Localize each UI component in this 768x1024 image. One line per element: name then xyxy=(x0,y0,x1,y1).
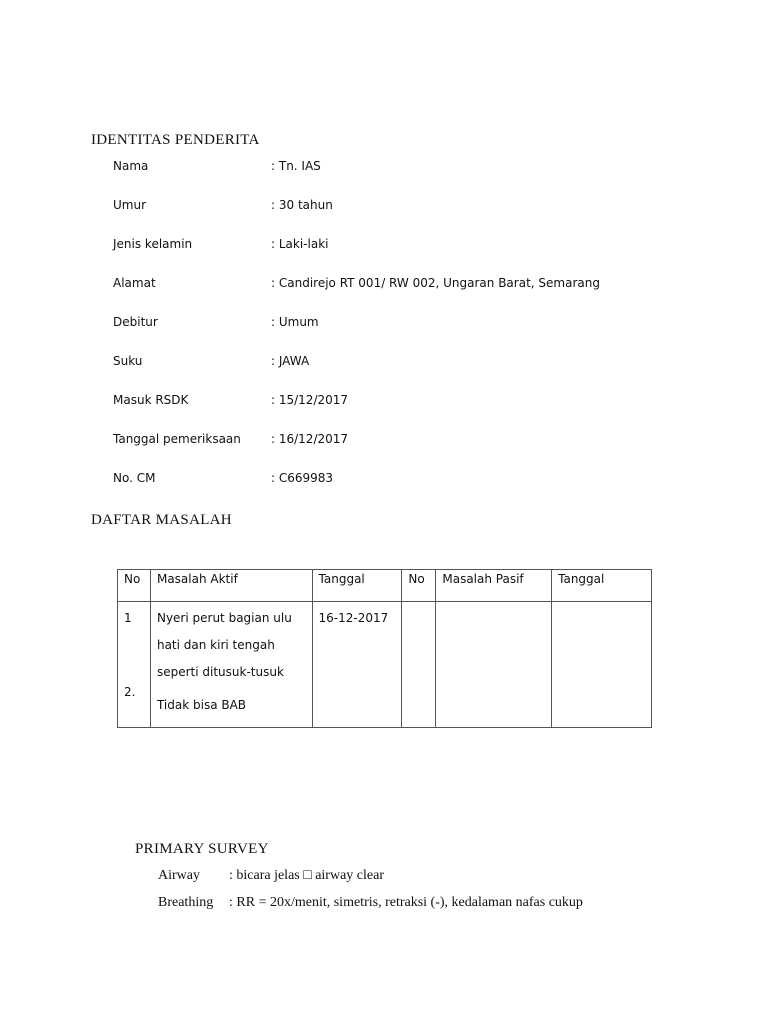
field-value-tanggal-pemeriksaan: : 16/12/2017 xyxy=(271,432,349,446)
field-value-no-cm: : C669983 xyxy=(271,471,334,485)
header-no: No xyxy=(118,570,151,602)
field-value-suku: : JAWA xyxy=(271,354,310,368)
header-masalah-aktif: Masalah Aktif xyxy=(150,570,312,602)
identitas-heading: IDENTITAS PENDERITA xyxy=(91,132,260,148)
field-label-masuk-rsdk: Masuk RSDK xyxy=(113,393,189,407)
survey-label-airway: Airway xyxy=(158,868,200,883)
field-value-masuk-rsdk: : 15/12/2017 xyxy=(271,393,349,407)
field-label-nama: Nama xyxy=(113,159,149,173)
field-label-tanggal-pemeriksaan: Tanggal pemeriksaan xyxy=(113,432,241,446)
cell-no xyxy=(118,602,151,728)
field-value-nama: : Tn. IAS xyxy=(271,159,321,173)
cell-masalah-aktif xyxy=(150,602,312,728)
field-label-umur: Umur xyxy=(113,198,147,212)
survey-value-airway: : bicara jelas □ airway clear xyxy=(229,868,384,883)
header-masalah-pasif: Masalah Pasif xyxy=(436,570,552,602)
field-label-jenis-kelamin: Jenis kelamin xyxy=(113,237,193,251)
masalah-aktif-line-1: Nyeri perut bagian ulu xyxy=(156,611,292,625)
field-value-umur: : 30 tahun xyxy=(271,198,333,212)
table-row xyxy=(118,602,652,728)
daftar-masalah-heading: DAFTAR MASALAH xyxy=(91,512,232,528)
cell-tanggal xyxy=(312,602,402,728)
cell-tanggal-pasif xyxy=(552,602,652,728)
field-value-jenis-kelamin: : Laki-laki xyxy=(271,237,329,251)
field-label-suku: Suku xyxy=(113,354,143,368)
cell-masalah-pasif xyxy=(436,602,552,728)
row-number-2: 2. xyxy=(124,685,136,699)
masalah-aktif-line-2: hati dan kiri tengah xyxy=(156,638,275,652)
masalah-aktif-line-3: seperti ditusuk-tusuk xyxy=(156,665,284,679)
primary-survey-heading: PRIMARY SURVEY xyxy=(135,841,269,857)
header-no-pasif: No xyxy=(402,570,436,602)
header-tanggal: Tanggal xyxy=(312,570,402,602)
survey-value-breathing: : RR = 20x/menit, simetris, retraksi (-), kedalaman nafas cukup xyxy=(229,895,583,910)
row-number-1: 1 xyxy=(124,611,132,625)
field-label-debitur: Debitur xyxy=(113,315,158,329)
masalah-aktif-line-4: Tidak bisa BAB xyxy=(156,698,247,712)
header-tanggal-pasif: Tanggal xyxy=(552,570,652,602)
problem-table xyxy=(117,569,652,728)
tanggal-value: 16-12-2017 xyxy=(318,611,389,625)
cell-no-pasif xyxy=(402,602,436,728)
survey-label-breathing: Breathing xyxy=(158,895,214,910)
table-header-row xyxy=(118,570,652,602)
field-value-debitur: : Umum xyxy=(271,315,319,329)
field-value-alamat: : Candirejo RT 001/ RW 002, Ungaran Barat, Semarang xyxy=(271,276,600,290)
field-label-no-cm: No. CM xyxy=(113,471,156,485)
field-label-alamat: Alamat xyxy=(113,276,156,290)
